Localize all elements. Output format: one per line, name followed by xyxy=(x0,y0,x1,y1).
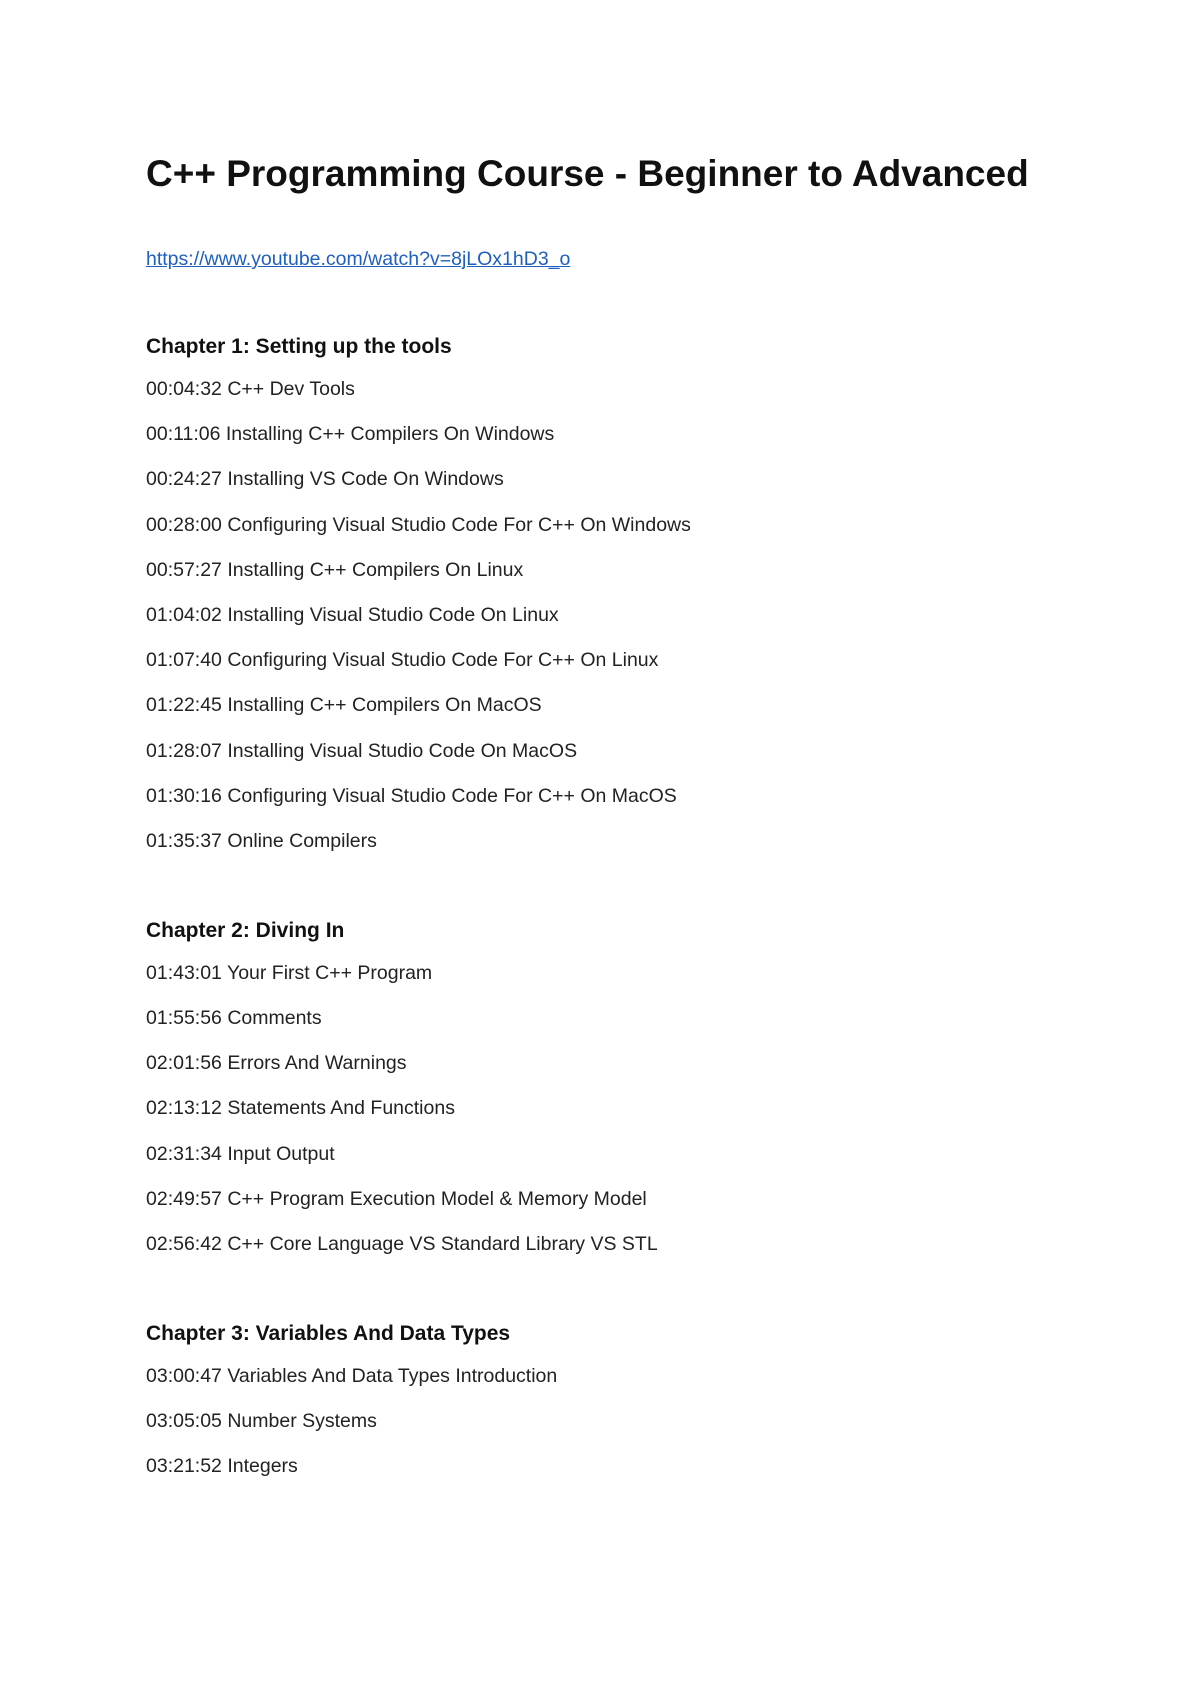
entry-topic: Installing C++ Compilers On Linux xyxy=(227,558,524,581)
entry-timestamp: 00:28:00 xyxy=(146,513,222,536)
youtube-link[interactable]: https://www.youtube.com/watch?v=8jLOx1hD3_o xyxy=(146,248,571,270)
entry-topic: Installing C++ Compilers On Windows xyxy=(225,423,555,446)
entry-topic: Configuring Visual Studio Code For C++ On Windows xyxy=(227,513,691,536)
entry-timestamp: 03:21:52 xyxy=(146,1455,222,1478)
entry-timestamp: 00:57:27 xyxy=(146,558,222,581)
timestamp-list xyxy=(146,1361,1126,1481)
timestamp-entry xyxy=(146,555,1126,585)
entry-timestamp: 02:31:34 xyxy=(146,1142,222,1165)
entry-timestamp: 02:13:12 xyxy=(146,1097,222,1120)
entry-topic: Installing VS Code On Windows xyxy=(227,468,504,491)
entry-topic: Number Systems xyxy=(227,1410,377,1433)
entry-topic: C++ Dev Tools xyxy=(227,378,355,400)
timestamp-list xyxy=(146,958,1126,1259)
entry-topic: Your First C++ Program xyxy=(226,961,433,984)
chapter-section xyxy=(146,1319,1126,1481)
timestamp-entry xyxy=(146,510,1126,540)
entry-topic: Configuring Visual Studio Code For C++ On MacOS xyxy=(227,784,677,807)
entry-timestamp: 01:07:40 xyxy=(146,649,222,672)
chapter-section xyxy=(146,332,1126,856)
document-title: C++ Programming Course - Beginner to Advanced xyxy=(146,153,1029,194)
entry-timestamp: 01:55:56 xyxy=(146,1007,222,1030)
chapter-title: Chapter 1: Setting up the tools xyxy=(146,335,452,358)
entry-topic: C++ Core Language VS Standard Library VS STL xyxy=(227,1233,658,1255)
entry-timestamp: 00:24:27 xyxy=(146,468,222,491)
timestamp-entry xyxy=(146,645,1126,675)
entry-timestamp: 03:05:05 xyxy=(146,1410,222,1433)
timestamp-entry xyxy=(146,374,1126,404)
chapter-section xyxy=(146,916,1126,1259)
entry-timestamp: 00:11:06 xyxy=(146,423,221,446)
entry-timestamp: 02:49:57 xyxy=(146,1187,222,1210)
timestamp-entry xyxy=(146,781,1126,811)
entry-timestamp: 01:43:01 xyxy=(146,961,222,984)
entry-topic: Input Output xyxy=(227,1142,335,1165)
entry-topic: C++ Program Execution Model & Memory Model xyxy=(227,1187,647,1210)
entry-topic: Installing C++ Compilers On MacOS xyxy=(227,694,542,717)
timestamp-entry xyxy=(146,1361,1126,1391)
entry-topic: Integers xyxy=(227,1455,298,1478)
entry-timestamp: 02:56:42 xyxy=(146,1233,222,1255)
entry-timestamp: 02:01:56 xyxy=(146,1052,222,1075)
timestamp-entry xyxy=(146,826,1126,856)
document-content xyxy=(146,150,1126,1481)
entry-topic: Comments xyxy=(227,1007,322,1030)
chapter-title: Chapter 2: Diving In xyxy=(146,918,345,942)
entry-timestamp: 01:28:07 xyxy=(146,739,222,762)
entry-timestamp: 01:35:37 xyxy=(146,829,222,852)
entry-timestamp: 01:22:45 xyxy=(146,694,222,717)
entry-topic: Configuring Visual Studio Code For C++ On Linux xyxy=(227,649,659,672)
chapter-list xyxy=(146,332,1126,1481)
timestamp-entry xyxy=(146,419,1126,449)
entry-topic: Installing Visual Studio Code On Linux xyxy=(227,603,559,626)
entry-topic: Variables And Data Types Introduction xyxy=(227,1365,558,1387)
timestamp-entry xyxy=(146,600,1126,630)
timestamp-entry xyxy=(146,736,1126,766)
timestamp-entry xyxy=(146,1003,1126,1033)
entry-timestamp: 00:04:32 xyxy=(146,378,222,400)
timestamp-entry xyxy=(146,464,1126,494)
entry-topic: Statements And Functions xyxy=(227,1097,455,1120)
entry-timestamp: 01:04:02 xyxy=(146,603,222,626)
timestamp-entry xyxy=(146,1451,1126,1481)
entry-topic: Errors And Warnings xyxy=(227,1052,407,1075)
timestamp-entry xyxy=(146,1093,1126,1123)
timestamp-entry xyxy=(146,1406,1126,1436)
timestamp-entry xyxy=(146,1139,1126,1169)
entry-topic: Installing Visual Studio Code On MacOS xyxy=(227,739,578,762)
entry-timestamp: 01:30:16 xyxy=(146,784,222,807)
timestamp-entry xyxy=(146,690,1126,720)
entry-topic: Online Compilers xyxy=(227,829,377,852)
timestamp-entry xyxy=(146,958,1126,988)
timestamp-entry xyxy=(146,1229,1126,1259)
timestamp-entry xyxy=(146,1184,1126,1214)
timestamp-entry xyxy=(146,1048,1126,1078)
chapter-title: Chapter 3: Variables And Data Types xyxy=(146,1322,511,1345)
timestamp-list xyxy=(146,374,1126,856)
entry-timestamp: 03:00:47 xyxy=(146,1365,222,1387)
